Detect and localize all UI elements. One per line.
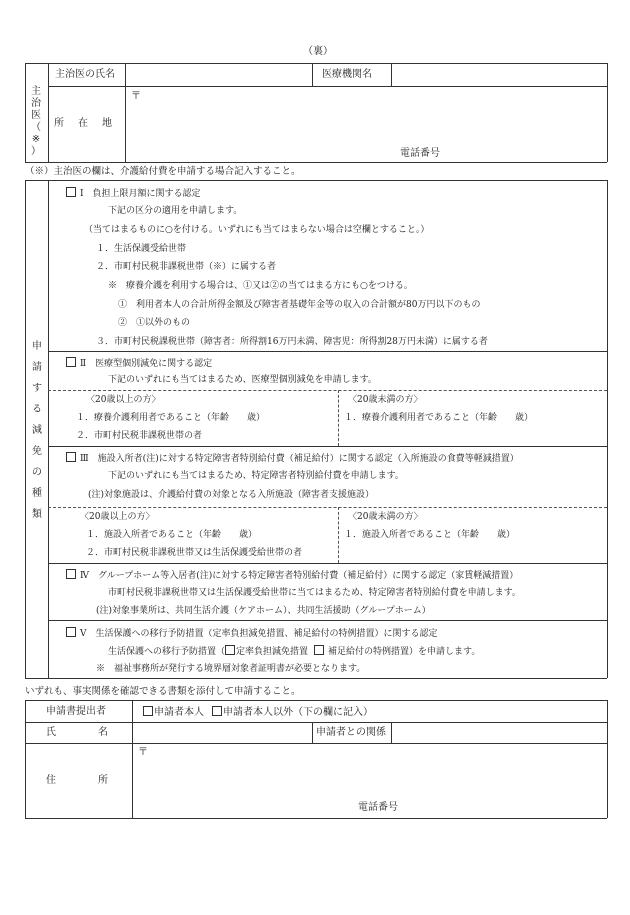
postal-mark: 〒 [131, 91, 141, 102]
doctor-address-field[interactable] [126, 87, 606, 161]
submitter-label: 申請書提出者 [46, 706, 106, 717]
submitter-phone-label: 電話番号 [358, 802, 398, 813]
page-side-label: （裏） [303, 46, 333, 57]
submitter-name-label: 氏 名 [46, 727, 108, 738]
submitter-postal-mark: 〒 [138, 747, 148, 758]
doctor-side-label: 主 治 医 （ ※ ） [31, 86, 41, 157]
sec4-note: (注)対象事業所は、共同生活介護（ケアホーム）、共同生活援助（グループホーム） [96, 606, 431, 616]
sec1-item2: ２．市町村民税非課税世帯（※）に属する者 [96, 262, 277, 272]
sec5-option-a-checkbox[interactable] [225, 645, 235, 655]
submitter-name-field[interactable] [133, 723, 311, 742]
sec1-star-note: ※ 療養介護を利用する場合は、①又は②の当てはまる方にも○をつける。 [108, 281, 413, 291]
sec1-intro: 下記の区分の適用を申請します。 [108, 206, 243, 216]
sec3-title: Ⅲ 施設入所者(注)に対する特定障害者特別給付費（補足給付）に関する認定（入所施設の食費等軽減措置） [66, 452, 519, 465]
sec4-title: Ⅳ グループホーム等入居者(注)に対する特定障害者特別給付費（補足給付）に関する認定（家賃軽減措置） [66, 569, 518, 582]
sec3-checkbox[interactable] [66, 452, 76, 462]
sec2-right-head: 〈20歳未満の方〉 [348, 395, 423, 405]
sec1-title: Ⅰ 負担上限月額に関する認定 [66, 187, 201, 200]
sec4-checkbox[interactable] [66, 569, 76, 579]
institution-label: 医療機関名 [322, 69, 372, 80]
relation-field[interactable] [392, 723, 606, 742]
sec2-checkbox[interactable] [66, 357, 76, 367]
doctor-name-field[interactable] [126, 64, 311, 85]
sec3-right-head: 〈20歳未満の方〉 [348, 512, 423, 522]
reduction-side-label: 申 請 す る 減 免 の 種 類 [32, 341, 42, 520]
submitter-options: 申請者本人 申請者本人以外（下の欄に記入） [143, 706, 373, 719]
sec3-left-1: １．施設入所者であること（年齢 歳） [86, 530, 258, 540]
phone-label: 電話番号 [400, 148, 440, 159]
sec2-left-head: 〈20歳以上の方〉 [86, 395, 161, 405]
submitter-self-checkbox[interactable] [143, 706, 153, 716]
sec2-intro: 下記のいずれにも当てはまるため、医療型個別減免を申請します。 [108, 375, 377, 385]
institution-field[interactable] [392, 64, 606, 85]
submitter-intro: いずれも、事実関係を確認できる書類を添付して申請すること。 [25, 686, 301, 697]
submitter-other-checkbox[interactable] [212, 706, 222, 716]
relation-label: 申請者との関係 [316, 727, 386, 738]
sec3-left-2: ２．市町村民税非課税世帯又は生活保護受給世帯の者 [86, 548, 303, 558]
sec3-right-1: １．施設入所者であること（年齢 歳） [344, 530, 516, 540]
sec1-sub1: ① 利用者本人の合計所得金額及び障害者基礎年金等の収入の合計額が80万円以下のもの [118, 300, 481, 310]
sec5-line: 生活保護への移行予防措置（ 定率負担減免措置 補足給付の特例措置）を申請します。 [108, 647, 481, 657]
sec3-left-head: 〈20歳以上の方〉 [80, 512, 155, 522]
sec4-intro: 市町村民税非課税世帯又は生活保護受給世帯に当てはまるため、特定障害者特別給付費を申請します。 [108, 588, 521, 598]
sec5-title: Ⅴ 生活保護への移行予防措置（定率負担減免措置、補足給付の特例措置）に関する認定 [66, 627, 438, 640]
doctor-address-label: 所 在 地 [54, 118, 112, 129]
sec2-left-2: ２．市町村民税非課税世帯の者 [76, 431, 203, 441]
sec5-checkbox[interactable] [66, 627, 76, 637]
doctor-name-label: 主治医の氏名 [55, 69, 115, 80]
sec2-right-1: １．療養介護利用者であること（年齢 歳） [344, 413, 534, 423]
doctor-note: （※）主治医の欄は、介護給付費を申請する場合記入すること。 [25, 166, 301, 177]
sec2-title: Ⅱ 医療型個別減免に関する認定 [66, 357, 212, 370]
sec1-note: （当てはまるものに○を付ける。いずれにも当てはまらない場合は空欄とすること。） [84, 225, 430, 235]
sec1-sub2: ② ①以外のもの [118, 318, 191, 328]
sec5-star-note: ※ 福祉事務所が発行する境界層対象者証明書が必要となります。 [96, 664, 366, 674]
sec5-option-b-checkbox[interactable] [314, 645, 324, 655]
sec3-intro: 下記のいずれにも当てはまるため、特定障害者特別給付費を申請します。 [108, 471, 404, 481]
sec1-item1: １．生活保護受給世帯 [96, 244, 187, 254]
sec1-checkbox[interactable] [66, 187, 76, 197]
submitter-address-label: 住 所 [46, 775, 108, 786]
sec2-left-1: １．療養介護利用者であること（年齢 歳） [76, 413, 266, 423]
sec3-note: (注)対象施設は、介護給付費の対象となる入所施設（障害者支援施設） [88, 490, 375, 500]
sec1-item3: ３．市町村民税課税世帯（障害者：所得割16万円未満、障害児：所得割28万円未満）に属する者 [96, 337, 488, 347]
